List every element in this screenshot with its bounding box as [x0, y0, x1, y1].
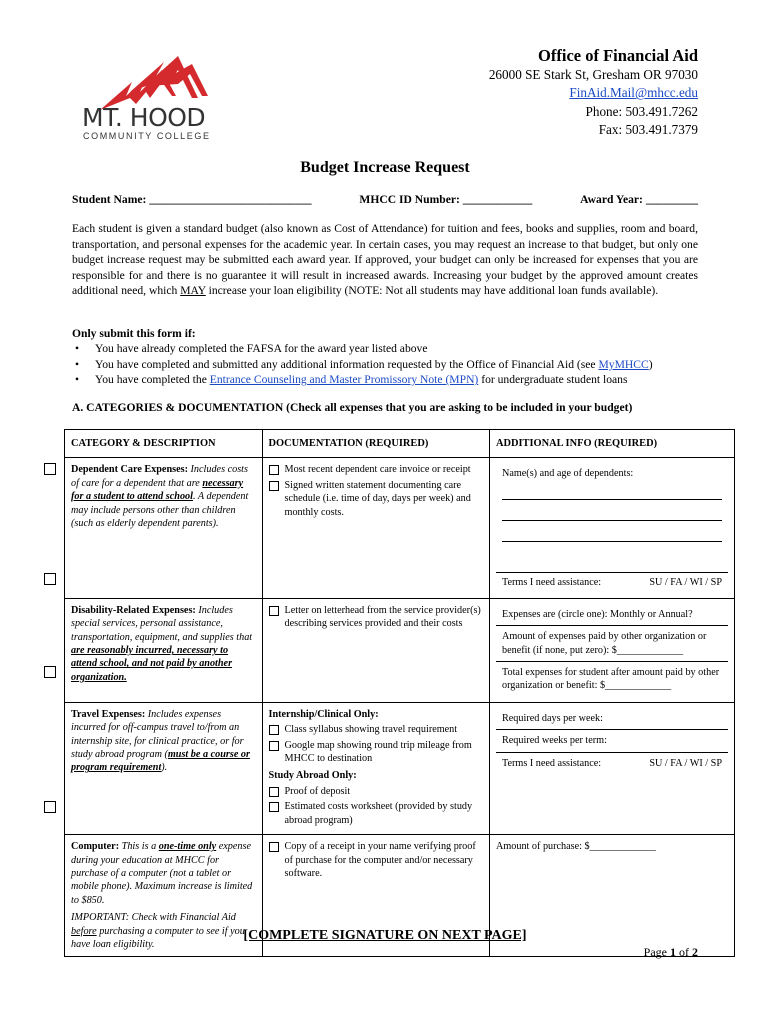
category-note-text: purchasing a computer to see if you have loan eligibility. — [71, 925, 245, 950]
other-org-amount-field[interactable]: Amount of expenses paid by other organization or benefit (if none, put zero): $_____________ — [496, 626, 728, 662]
travel-checkbox[interactable] — [44, 666, 56, 678]
doc-checkbox-row[interactable] — [269, 800, 483, 827]
category-title: Computer: — [71, 841, 120, 853]
office-title: Office of Financial Aid — [538, 46, 698, 65]
terms-row[interactable] — [496, 753, 728, 774]
list-item — [72, 341, 712, 356]
header-documentation: DOCUMENTATION (REQUIRED) — [262, 430, 489, 458]
disability-checkbox[interactable] — [44, 573, 56, 585]
terms-label: Terms I need assistance: — [501, 577, 602, 589]
table-row — [65, 458, 735, 598]
category-title: Travel Expenses: — [71, 708, 146, 720]
signature-note: [COMPLETE SIGNATURE ON NEXT PAGE] — [243, 928, 527, 943]
office-contact-block — [489, 46, 698, 140]
study-abroad-subheading: Study Abroad Only: — [268, 770, 357, 782]
list-item-text: You have already completed the FAFSA for the award year listed above — [95, 342, 428, 356]
page-of: of — [676, 945, 692, 959]
list-item-text: You have completed and submitted any additional information requested by the Office of Financial Aid (see — [95, 357, 599, 371]
doc-checkbox-row[interactable] — [269, 479, 483, 519]
category-desc: ). — [161, 762, 168, 774]
days-per-week-field[interactable]: Required days per week: — [496, 708, 728, 730]
doc-label: Copy of a receipt in your name verifying proof of purchase for the computer and/or necessary software. — [284, 841, 476, 879]
categories-table — [64, 429, 735, 957]
only-submit-section — [72, 326, 712, 388]
only-submit-list — [72, 341, 712, 387]
info-label: Name(s) and age of dependents: — [501, 468, 634, 480]
award-year-field[interactable]: Award Year: _________ — [580, 193, 698, 206]
category-desc: . A dependent may include persons other than children (such as elderly dependent parents). — [71, 491, 249, 530]
dependent-care-description — [65, 458, 263, 598]
intro-text-2: increase your loan eligibility (NOTE: Not all students may have additional loan funds available). — [205, 284, 659, 298]
category-desc-emphasis: one-time only — [158, 841, 217, 853]
doc-label: Signed written statement documenting care schedule (i.e. time of day, days per week) and monthly costs. — [284, 479, 471, 518]
checkbox[interactable] — [269, 741, 279, 751]
blank-line — [502, 499, 722, 500]
doc-label: Google map showing round trip mileage from MHCC to destination — [284, 739, 472, 765]
intro-text-1: Each student is given a standard budget (also known as Cost of Attendance) for tuition and fees, books and supplies, room and board, transportation, and personal expenses for the academic year. In certain cases, you may request an increase to that budget, but only one budget increase request may be submitted each award year. If approved, your budget can only be increased for expenses that you are responsible for and there is no guarantee it will result in increased awards. Increasing your budget by the approved amount creates additional need, which — [72, 222, 698, 298]
checkbox[interactable] — [269, 802, 279, 812]
travel-docs — [262, 702, 489, 834]
terms-options[interactable]: SU / FA / WI / SP — [649, 757, 722, 769]
list-item — [72, 372, 712, 387]
blank-line — [502, 541, 722, 542]
doc-checkbox-row[interactable] — [269, 604, 483, 631]
checkbox[interactable] — [269, 842, 279, 852]
doc-checkbox-row[interactable] — [269, 739, 483, 766]
checkbox[interactable] — [269, 606, 279, 616]
computer-checkbox[interactable] — [44, 801, 56, 813]
total-expenses-field[interactable]: Total expenses for student after amount paid by other organization or benefit: $_____________ — [501, 667, 720, 692]
expense-frequency-field[interactable]: Expenses are (circle one): Monthly or Annual? — [496, 604, 728, 626]
student-name-field[interactable]: Student Name: ____________________________ — [72, 193, 312, 206]
entrance-counseling-link[interactable]: Entrance Counseling and Master Promissory Note (MPN) — [209, 373, 479, 387]
list-item — [72, 357, 712, 372]
header-category: CATEGORY & DESCRIPTION — [65, 430, 263, 458]
doc-label: Letter on letterhead from the service provider(s) describing services provided and their costs — [284, 604, 481, 630]
category-note-emphasis: before — [71, 925, 97, 937]
doc-checkbox-row[interactable] — [269, 723, 483, 736]
disability-docs — [262, 598, 489, 702]
office-address: 26000 SE Stark St, Gresham OR 97030 — [488, 67, 698, 82]
checkbox[interactable] — [269, 465, 279, 475]
disability-info — [489, 598, 734, 702]
doc-checkbox-row[interactable] — [269, 840, 483, 880]
category-desc-emphasis: are reasonably incurred, necessary to attend school, and not paid by another organization. — [71, 645, 233, 683]
table-header-row — [65, 430, 735, 458]
section-a-heading: A. CATEGORIES & DOCUMENTATION (Check all expenses that you are asking to be included in your budget) — [72, 401, 633, 414]
office-phone: Phone: 503.491.7262 — [585, 103, 698, 119]
logo-text-sub: COMMUNITY COLLEGE — [83, 131, 211, 141]
travel-description — [65, 702, 263, 834]
list-item-text: ) — [648, 357, 653, 371]
category-desc: Includes costs of care for a dependent that are — [71, 464, 248, 489]
page-current: 1 — [670, 945, 676, 959]
dependent-care-docs — [262, 458, 489, 598]
dependent-care-checkbox[interactable] — [44, 463, 56, 475]
doc-checkbox-row[interactable] — [269, 785, 483, 798]
header-additional-info: ADDITIONAL INFO (REQUIRED) — [489, 430, 734, 458]
category-desc-emphasis: must be a course or program requirement — [71, 749, 250, 774]
category-desc: Includes expenses incurred for off-campus travel to/from an internship site, for clinical practice, or for study abroad program ( — [71, 708, 244, 761]
doc-label: Estimated costs worksheet (provided by study abroad program) — [284, 801, 473, 826]
travel-info — [489, 702, 734, 834]
only-submit-heading: Only submit this form if: — [72, 327, 196, 340]
terms-options[interactable]: SU / FA / WI / SP — [649, 577, 722, 589]
doc-label: Proof of deposit — [284, 785, 351, 797]
category-paragraph — [71, 840, 256, 907]
page-label: Page — [643, 945, 670, 959]
office-email-link[interactable]: FinAid.Mail@mhcc.edu — [569, 85, 698, 101]
checkbox[interactable] — [269, 787, 279, 797]
student-id-line — [72, 193, 698, 206]
category-title: Disability-Related Expenses: — [71, 604, 196, 616]
doc-checkbox-row[interactable] — [269, 463, 483, 476]
category-desc-emphasis: necessary for a student to attend school — [71, 477, 244, 503]
terms-label: Terms I need assistance: — [501, 757, 602, 769]
checkbox[interactable] — [269, 481, 279, 491]
dependent-care-info — [489, 458, 734, 598]
category-note-text: IMPORTANT: Check with Financial Aid — [71, 912, 236, 924]
intro-paragraph — [72, 221, 698, 299]
mhcc-id-field[interactable]: MHCC ID Number: ____________ — [359, 193, 533, 206]
disability-description — [65, 598, 263, 702]
purchase-amount-field[interactable]: Amount of purchase: $_____________ — [495, 841, 656, 853]
college-logo — [80, 52, 230, 144]
blank-line — [502, 520, 722, 521]
category-desc: This is a — [119, 841, 159, 853]
office-fax: Fax: 503.491.7379 — [598, 122, 698, 138]
page-number — [644, 945, 698, 960]
list-item-text: for undergraduate student loans — [478, 373, 628, 387]
doc-label: Most recent dependent care invoice or receipt — [284, 464, 471, 476]
list-item-text: You have completed the — [95, 373, 210, 387]
table-row — [65, 702, 735, 834]
category-desc: Includes special services, personal assistance, transportation, equipment, and supplies that — [71, 604, 253, 643]
weeks-per-term-field[interactable]: Required weeks per term: — [496, 730, 728, 752]
category-title: Dependent Care Expenses: — [71, 464, 188, 476]
form-title: Budget Increase Request — [300, 159, 470, 176]
intro-may-emphasis: MAY — [180, 284, 206, 298]
doc-label: Class syllabus showing travel requirement — [284, 724, 458, 736]
table-row — [65, 598, 735, 702]
internship-subheading: Internship/Clinical Only: — [268, 708, 379, 720]
logo-text-main: MT. HOOD — [82, 103, 206, 132]
mymhcc-link[interactable]: MyMHCC — [598, 357, 649, 371]
checkbox[interactable] — [269, 725, 279, 735]
page-total: 2 — [692, 945, 698, 959]
dependents-field[interactable] — [496, 463, 728, 573]
category-desc: expense during your education at MHCC for purchase of a computer (not a tablet or mobile phone). Maximum increase is limited to $850. — [71, 841, 253, 906]
terms-row[interactable] — [496, 573, 728, 592]
